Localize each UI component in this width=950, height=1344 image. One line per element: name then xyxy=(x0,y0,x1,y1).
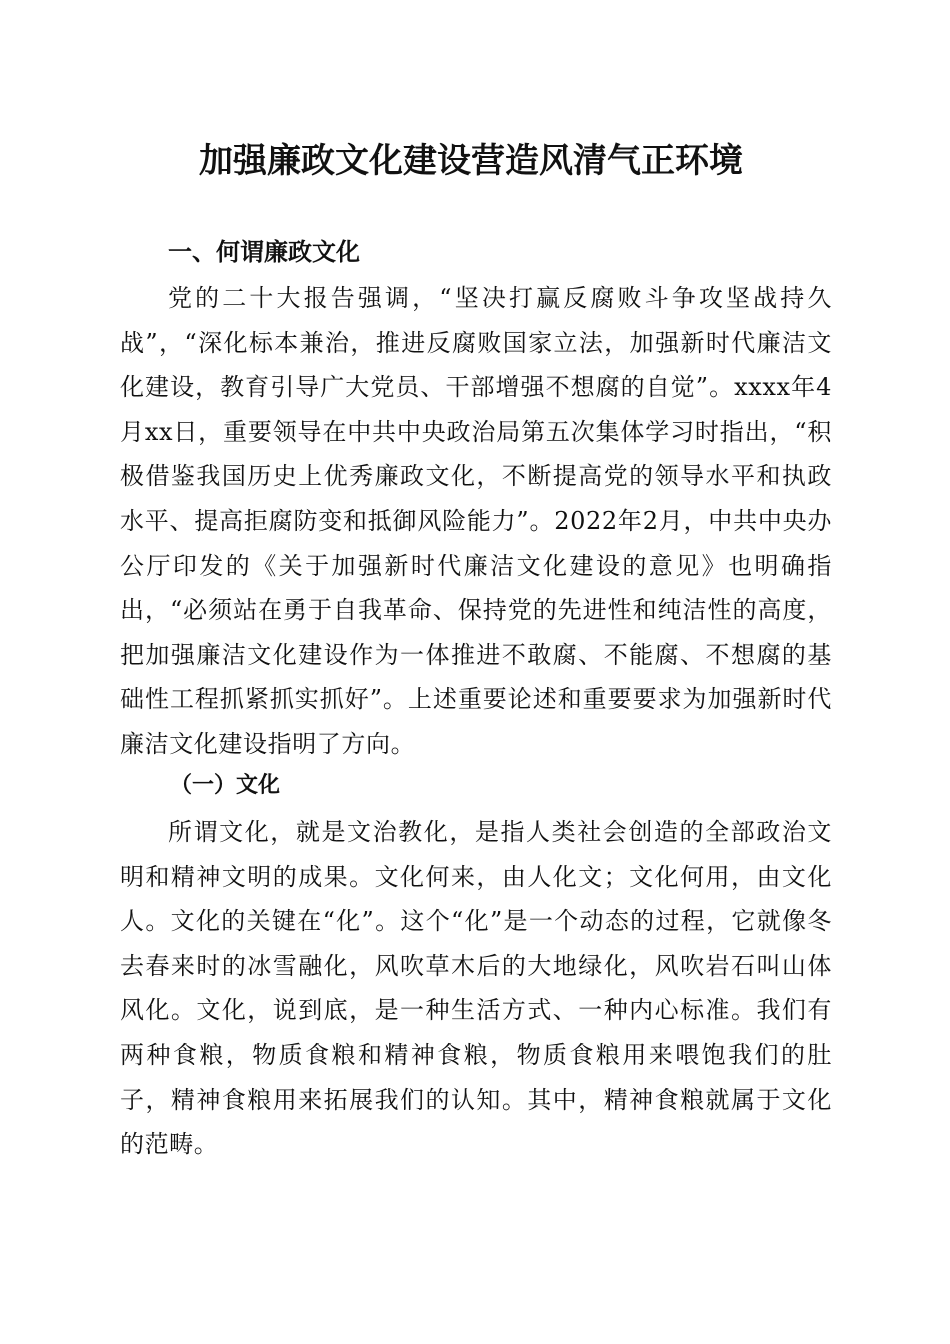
subsection-heading-1: （一）文化 xyxy=(170,773,281,798)
body-paragraph-1: 党的二十大报告强调，“坚决打赢反腐败斗争攻坚战持久战”，“深化标本兼治，推进反腐败国家立法，加强新时代廉洁文化建设，教育引导广大党员、干部增强不想腐的自觉”。xxxx年4月xx日，重要领导在中共中央政治局第五次集体学习时指出，“积极借鉴我国历史上优秀廉政文化，不断提高党的领导水平和执政水平、提高拒腐防变和抵御风险能力”。2022年2月，中共中央办公厅印发的《关于加强新时代廉洁文化建设的意见》也明确指出，“必须站在勇于自我革命、保持党的先进性和纯洁性的高度，把加强廉洁文化建设作为一体推进不敢腐、不能腐、不想腐的基础性工程抓紧抓实抓好”。上述重要论述和重要要求为加强新时代廉洁文化建设指明了方向。 xyxy=(120,284,832,758)
body-paragraph-2: 所谓文化，就是文治教化，是指人类社会创造的全部政治文明和精神文明的成果。文化何来，由人化文；文化何用，由文化人。文化的关键在“化”。这个“化”是一个动态的过程，它就像冬去春来时的冰雪融化，风吹草木后的大地绿化，风吹岩石叫山体风化。文化，说到底，是一种生活方式、一种内心标准。我们有两种食粮，物质食粮和精神食粮，物质食粮用来喂饱我们的肚子，精神食粮用来拓展我们的认知。其中，精神食粮就属于文化的范畴。 xyxy=(120,818,832,1159)
document-title: 加强廉政文化建设营造风清气正环境 xyxy=(199,141,743,181)
section-heading-1: 一、何谓廉政文化 xyxy=(168,238,360,266)
